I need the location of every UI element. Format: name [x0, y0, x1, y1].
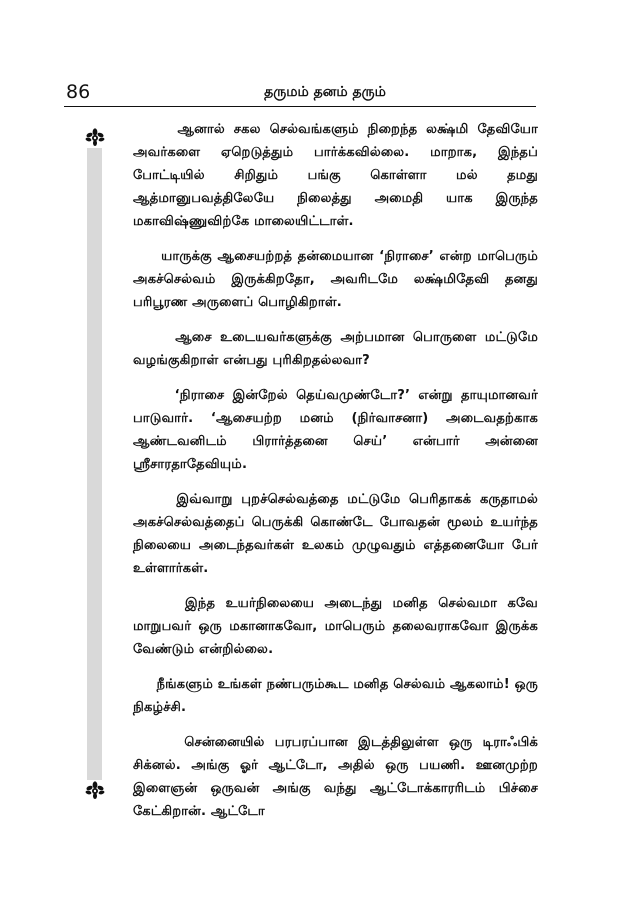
paragraph-text: ஆனால் சகல செல்வங்களும் நிறைந்த லக்ஷ்மி தேவியோ அவர்களை ஏறெடுத்தும் பார்க்கவில்லை. மாறாக, இந்தப் போட்டியில் சிறிதும் பங்கு கொள்ளா மல் தமது ஆத்மானுபவத்திலேயே நிலைத்து அமைதி யாக இருந்த மகாவிஷ்ணுவிற்கே மாலையிட்டாள். — [133, 122, 539, 229]
floral-ornament-icon — [84, 780, 106, 800]
body-text — [133, 118, 538, 835]
side-bar — [87, 148, 102, 780]
paragraph — [133, 731, 538, 823]
running-title: தருமம் தனம் தரும் — [264, 84, 386, 100]
paragraph — [133, 118, 538, 233]
paragraph-text: இவ்வாறு புறச்செல்வத்தை மட்டுமே பெரிதாகக் கருதாமல் அகச்செல்வத்தைப் பெருக்கி கொண்டே போவதன் மூலம் உயர்ந்த நிலையை அடைந்தவர்கள் உலகம் முழுவதும் எத்தனையோ பேர் உள்ளார்கள். — [133, 492, 538, 576]
paragraph-text: இந்த உயர்நிலையை அடைந்து மனித செல்வமா கவே மாறுபவர் ஒரு மகானாகவோ, மாபெரும் தலைவராகவோ இருக்க வேண்டும் என்றில்லை. — [133, 596, 538, 657]
paragraph-text: ‘நிராசை இன்றேல் தெய்வமுண்டோ?’ என்று தாயுமானவர் பாடுவார். ‘ஆசையற்ற மனம் (நிர்வாசனா) அடைவதற்காக ஆண்டவனிடம் பிரார்த்தனை செய்’ என்பார் அன்னை ஸ்ரீசாரதாதேவியும். — [133, 388, 539, 472]
paragraph — [133, 488, 538, 580]
paragraph — [133, 245, 538, 314]
paragraph-text: யாருக்கு ஆசையற்றத் தன்மையான ‘நிராசை’ என்ற மாபெரும் அகச்செல்வம் இருக்கிறதோ, அவரிடமே லக்ஷ்மிதேவி தனது பரிபூரண அருளைப் பொழிகிறாள். — [133, 249, 539, 310]
paragraph-text: ஆசை உடையவர்களுக்கு அற்பமான பொருளை மட்டுமே வழங்குகிறாள் என்பது புரிகிறதல்லவா? — [133, 330, 538, 368]
paragraph — [133, 384, 538, 476]
paragraph — [133, 592, 538, 661]
paragraph — [133, 673, 538, 719]
paragraph-text: சென்னையில் பரபரப்பான இடத்திலுள்ள ஒரு டிராஃபிக் சிக்னல். அங்கு ஓர் ஆட்டோ, அதில் ஒரு பயணி. ஊனமுற்ற இளைஞன் ஒருவன் அங்கு வந்து ஆட்டோக்காரரிடம் பிச்சை கேட்கிறான். ஆட்டோ — [133, 735, 539, 819]
paragraph — [133, 326, 538, 372]
floral-ornament-icon — [84, 127, 106, 147]
page-number: 86 — [66, 81, 91, 103]
header-rule — [64, 106, 536, 107]
paragraph-text: நீங்களும் உங்கள் நண்பரும்கூட மனித செல்வம் ஆகலாம்! ஒரு நிகழ்ச்சி. — [133, 677, 538, 715]
